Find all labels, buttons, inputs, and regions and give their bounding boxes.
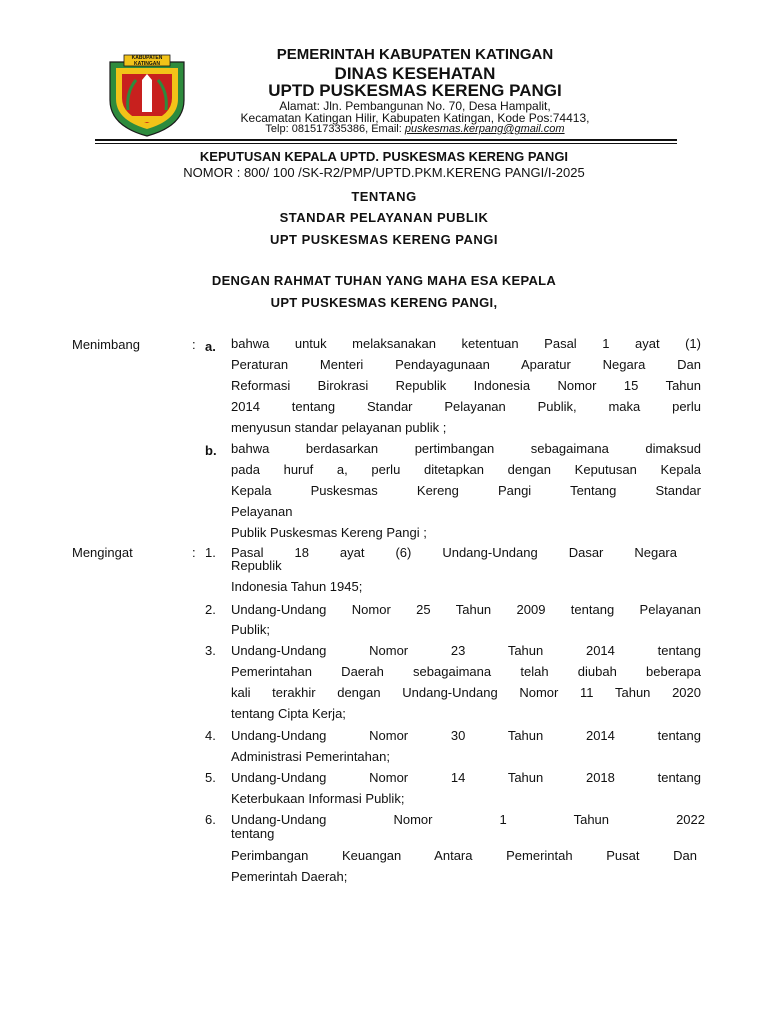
mengingat-4-marker: 4. (205, 728, 216, 743)
menimbang-b-line-1: bahwa berdasarkan pertimbangan sebagaimana dimaksud (231, 441, 701, 456)
preamble-line-2-text: UPT PUSKESMAS KERENG PANGI (270, 295, 494, 310)
mengingat-1-line-2: Republik (231, 558, 282, 573)
menimbang-a-marker: a. (205, 339, 216, 354)
preamble-line-2 (0, 295, 768, 310)
mengingat-3-marker: 3. (205, 643, 216, 658)
mengingat-2-marker: 2. (205, 602, 216, 617)
mengingat-4-line-1: Undang-Undang Nomor 30 Tahun 2014 tentang (231, 728, 701, 743)
mengingat-1-line-3: Indonesia Tahun 1945; (231, 579, 363, 594)
letterhead-department: DINAS KESEHATAN (334, 64, 496, 83)
letterhead-address-1: Alamat: Jln. Pembangunan No. 70, Desa Hampalit, (279, 99, 551, 113)
mengingat-6-line-4: Pemerintah Daerah; (231, 869, 348, 884)
mengingat-4-line-2: Administrasi Pemerintahan; (231, 749, 390, 764)
menimbang-a-line-4: 2014 tentang Standar Pelayanan Publik, maka perlu (231, 399, 701, 414)
menimbang-colon: : (192, 337, 196, 352)
mengingat-6-line-1: Undang-Undang Nomor 1 Tahun 2022 (231, 812, 705, 827)
mengingat-3-line-1: Undang-Undang Nomor 23 Tahun 2014 tentang (231, 643, 701, 658)
mengingat-5-marker: 5. (205, 770, 216, 785)
decree-number: NOMOR : 800/ 100 /SK-R2/PMP/UPTD.PKM.KERENG PANGI/I-2025 (183, 165, 585, 180)
decree-title: KEPUTUSAN KEPALA UPTD. PUSKESMAS KERENG PANGI (199, 149, 569, 164)
subject-line-2: UPT PUSKESMAS KERENG PANGI (269, 232, 498, 247)
mengingat-6-line-3: Perimbangan Keuangan Antara Pemerintah Pusat Dan (231, 848, 697, 863)
menimbang-b-line-2: pada huruf a, perlu ditetapkan dengan Keputusan Kepala (231, 462, 701, 477)
preamble-line-1: DENGAN RAHMAT TUHAN YANG MAHA ESA KEPALA (211, 273, 557, 288)
subject-heading: TENTANG (351, 189, 417, 204)
mengingat-1-line-1: Pasal 18 ayat (6) Undang-Undang Dasar Negara (231, 545, 677, 560)
menimbang-b-line-5: Publik Puskesmas Kereng Pangi ; (231, 525, 427, 540)
preamble-comma: , (493, 295, 498, 310)
menimbang-a-line-1: bahwa untuk melaksanakan ketentuan Pasal 1 ayat (1) (231, 336, 701, 351)
mengingat-6-marker: 6. (205, 812, 216, 827)
mengingat-3-line-2: Pemerintahan Daerah sebagaimana telah diubah beberapa (231, 664, 701, 679)
mengingat-colon: : (192, 545, 196, 560)
subject-line-1: STANDAR PELAYANAN PUBLIK (279, 210, 489, 225)
mengingat-3-line-3: kali terakhir dengan Undang-Undang Nomor 11 Tahun 2020 (231, 685, 701, 700)
logo-banner-text: KABUPATEN KATINGAN (131, 55, 163, 67)
menimbang-b-line-4: Pelayanan (231, 504, 293, 519)
letterhead-contact (200, 123, 630, 135)
letterhead-rule-thick (95, 139, 677, 141)
mengingat-5-line-2: Keterbukaan Informasi Publik; (231, 791, 405, 806)
mengingat-5-line-1: Undang-Undang Nomor 14 Tahun 2018 tentang (231, 770, 701, 785)
menimbang-label: Menimbang (72, 337, 140, 352)
menimbang-b-marker: b. (205, 443, 217, 458)
menimbang-b-line-3: Kepala Puskesmas Kereng Pangi Tentang Standar (231, 483, 701, 498)
mengingat-3-line-4: tentang Cipta Kerja; (231, 706, 346, 721)
mengingat-2-line-1: Undang-Undang Nomor 25 Tahun 2009 tentang Pelayanan (231, 602, 701, 617)
mengingat-6-line-2: tentang (231, 826, 275, 841)
mengingat-1-marker: 1. (205, 545, 216, 560)
letterhead-government: PEMERINTAH KABUPATEN KATINGAN (276, 46, 554, 63)
letterhead-email[interactable]: puskesmas.kerpang@gmail.com (404, 123, 565, 135)
menimbang-a-line-5: menyusun standar pelayanan publik ; (231, 420, 447, 435)
letterhead-rule-thin (95, 143, 677, 144)
menimbang-a-line-3: Reformasi Birokrasi Republik Indonesia Nomor 15 Tahun (231, 378, 701, 393)
menimbang-a-line-2: Peraturan Menteri Pendayagunaan Aparatur Negara Dan (231, 357, 701, 372)
mengingat-label: Mengingat (72, 545, 133, 560)
letterhead-phone: Telp: 081517335386, Email: (265, 123, 405, 135)
mengingat-2-line-2: Publik; (231, 622, 271, 637)
letterhead-institution: UPTD PUSKESMAS KERENG PANGI (268, 81, 562, 100)
letterhead-address-2: Kecamatan Katingan Hilir, Kabupaten Katingan, Kode Pos:74413, (240, 111, 590, 125)
